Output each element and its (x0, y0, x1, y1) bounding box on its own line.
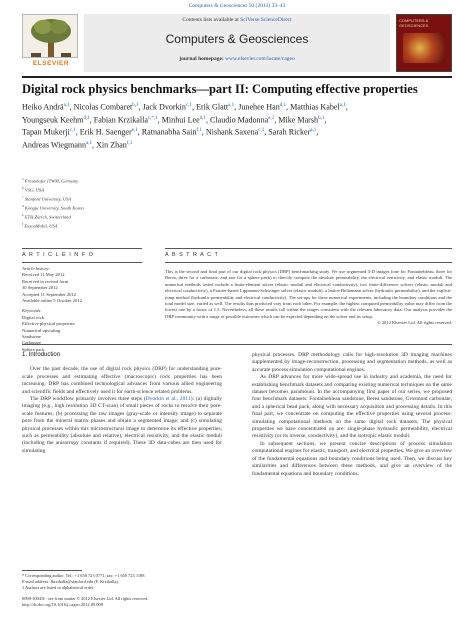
affiliation-marker[interactable]: f,1 (196, 128, 202, 134)
affiliation-marker[interactable]: c,1 (258, 128, 265, 134)
page-footer (22, 596, 222, 608)
elsevier-logo (22, 14, 80, 72)
body-column-right (252, 352, 452, 478)
contents-line: Contents lists available at SciVerse ScienceDirect (182, 17, 292, 23)
author-name: Youngseuk Keehm (22, 115, 84, 125)
affiliation-marker[interactable]: c,1 (69, 128, 76, 134)
divider (22, 262, 142, 263)
affiliation (22, 194, 452, 203)
affiliation-marker: d (22, 203, 24, 208)
affiliation-marker[interactable]: d,1 (83, 115, 90, 121)
affiliation-marker[interactable]: b,1 (132, 103, 139, 108)
footnote: 1 Authors are listed in alphabetical order. (22, 585, 95, 590)
author-list (22, 100, 452, 151)
affiliations (22, 176, 452, 230)
author-name: , Sarah Ricker (264, 128, 311, 138)
history-date: Accepted 11 September 2012 (22, 291, 77, 297)
affiliation-text: Stanford University, USA (23, 196, 72, 202)
divider (22, 248, 142, 249)
paragraph: physical processes. DRP methodology calls for high-resolution 3D imaging machines supplemented by image-reconstruction, processing and segmentation methods, as well as accurate process simulation computational engines. (252, 352, 452, 373)
elsevier-wordmark: ELSEVIER (32, 60, 70, 67)
affiliation-text: Fraunhofer ITWM, Germany (23, 178, 79, 184)
journal-header (22, 14, 452, 72)
affiliation-marker: e (22, 212, 24, 217)
paragraph: In subsequent sections, we present concise descriptions of process simulation computational engines for elastic, transport, and electrical properties. We give an overview of the fundamental equations and boundary conditions being used. Then, we discuss key similarities and differences between these methods, and give an overview of the fundamental equations and boundary conditions. (252, 440, 452, 477)
author-name: Andreas Wiegmann (22, 140, 87, 150)
affiliation-text: VSG, USA (23, 187, 45, 193)
author-name: , Erik Glatt (191, 102, 229, 112)
history-date: Received in revised form (22, 278, 69, 284)
abstract (165, 269, 452, 327)
paragraph: The DRP workflow primarily involves three steps (Dvorkin et al., 2011): (a) digitally imaging (e.g., high resolution 3D CT-scan) of small pieces of rocks to resolve their pore-scale features; (b) processing the raw images (gray-scale or intensity image) to separate pore from the mineral matrix phases and obtain a segmented image; and (c) simulating physical processes within this microstructural image to determine its effective properties, such as permeability (absolute and relative), electrical resistivity, and the elastic moduli (including the anisotropy constants if required). These 3D data-cubes are then used for simulating (22, 396, 223, 454)
affiliation-marker[interactable]: d,1 (199, 115, 206, 121)
divider (22, 344, 452, 345)
author-name: Heiko Andrä (22, 102, 64, 112)
keyword: Numerical upscaling (22, 327, 61, 333)
author-name: , Jack Dvorkin (138, 102, 186, 112)
author-name: , Erik H. Saenger (75, 128, 132, 138)
footnote-rule (22, 570, 82, 571)
author-name: , Claudio Madonna (205, 115, 269, 125)
author-name: , Junehee Han (234, 102, 280, 112)
author-name: , Mike Marsh (274, 115, 319, 125)
copyright: © 2012 Elsevier Ltd. All rights reserved. (377, 320, 452, 326)
affiliation (22, 176, 452, 185)
affiliation (22, 203, 452, 212)
author-name: , Xin Zhan (92, 140, 127, 150)
separator: , (345, 102, 348, 112)
citation-link[interactable]: Dvorkin et al., 2011 (145, 396, 191, 403)
affiliation-marker: f (22, 221, 24, 226)
body-column-left (22, 352, 222, 455)
masthead (84, 14, 390, 72)
affiliation-marker[interactable]: c,*,1 (147, 115, 158, 121)
keyword: Effective physical properties (22, 321, 75, 327)
homepage-link[interactable]: www.elsevier.com/locate/cageo (225, 56, 295, 62)
cover-title: COMPUTERS & GEOSCIENCES (399, 18, 429, 28)
article-title: Digital rock physics benchmarks—part II: Computing effective properties (22, 82, 418, 96)
keyword: Sphere pack (22, 346, 45, 352)
divider (165, 248, 452, 249)
affiliation (22, 212, 452, 221)
affiliation-marker[interactable]: a,1 (310, 128, 317, 134)
sciencedirect-link[interactable]: SciVerse ScienceDirect (240, 17, 292, 23)
affiliation-marker[interactable]: c,1 (185, 103, 192, 108)
affiliation-marker: c (22, 194, 24, 199)
divider (165, 262, 452, 263)
affiliation-marker[interactable]: b,1 (318, 115, 325, 121)
abstract-heading: A B S T R A C T (165, 252, 219, 258)
footnote: * Corresponding author. Tel.: +1 650 723 0771; fax: +1 650 723 1188. (22, 573, 146, 578)
affiliation-marker[interactable]: a,1 (63, 103, 70, 108)
affiliation-marker: a (22, 177, 24, 181)
keywords-label: Keywords: (22, 308, 42, 314)
elsevier-tree-icon (22, 14, 78, 58)
doi-link[interactable]: http://dx.doi.org/10.1016/j.cageo.2012.09.008 (22, 602, 103, 607)
affiliation-text: ETH Zürich, Switzerland (23, 214, 71, 220)
author-name: , Minhui Lee (157, 115, 200, 125)
affiliation-marker[interactable]: a,1 (339, 103, 346, 108)
affiliation-marker: b (22, 185, 24, 190)
author-name: , Matthias Kabel (286, 102, 340, 112)
affiliation (22, 221, 452, 230)
article-info-heading: A R T I C L E I N F O (22, 252, 94, 258)
affiliation-marker[interactable]: e,1 (268, 115, 275, 121)
affiliation-text: Kongju University, South Korea (23, 205, 84, 211)
paragraph: As DRP advances for more wide-spread use in industry and academia, the need for establishing benchmark datasets and comparing existing numerical techniques on the same dataset becomes paramount. In the accompanying first paper of our series, we proposed four benchmark datasets: Fontainebleau sandstone, Berea sandstone, Grosmont carbonate, and a spherical bead pack, along with necessary acquisition and processing details. In this final part, we concentrate on computing the effective properties using several process-simulating computational methods on the same digital rock datasets. The physical properties we have concentrated on are: single-phase hydraulic permeability, electrical resistivity (or its inverse, conductivity), and the isotropic elastic moduli. (252, 374, 452, 440)
keyword: Carbonate (22, 340, 41, 346)
affiliation-marker[interactable]: a,1 (228, 103, 235, 108)
article-info (22, 266, 142, 353)
affiliation-marker[interactable]: f,1 (126, 141, 133, 147)
author-name: , Ratnanabha Sain (137, 128, 197, 138)
abstract-text: This is the second and final part of our digital rock physics (DRP) benchmarking study. We use segmented 3-D images (one for Fontainebleau, three for Berea, three for a carbonate, and one for a sphere pack) to directly compute the absolute permeability, the electrical resistivity, and elastic moduli. The numerical methods tested include a finite-element solver (elastic moduli and electrical conductivity), two finite-difference solvers (elastic moduli and electrical conductivity), a Fourier-based Lippmann-Schwinger solver (elastic moduli), a lattice-Boltzmann solver (hydraulic permeability), and the explicit-jump method (hydraulic permeability and electrical conductivity). The set-ups for these numerical experiments, including the boundary conditions and the total model size, varied as well. The results thus produced vary from each other. For example, the highest computed permeability value may differ from the lowest one by a factor of 1.5. Nevertheless, all these results fall within the ranges consistent with the relevant laboratory data. Our analysis provides the DRP community with a range of possible outcomes which can be expected depending on the solver and its setup. (165, 269, 452, 319)
journal-reference[interactable]: Computers & Geosciences 50 (2013) 33–43 (188, 3, 286, 9)
history-date: Available online 5 October 2012 (22, 298, 82, 304)
issn-line: 0098-3004/$ - see front matter © 2012 Elsevier Ltd. All rights reserved. (22, 596, 149, 601)
journal-cover-image (396, 14, 452, 72)
separator: , (324, 115, 327, 125)
history-date: Received 11 May 2012 (22, 272, 65, 278)
keyword: Digital rock (22, 314, 45, 320)
affiliation-text: ExxonMobil, USA (23, 223, 58, 229)
header-rule (22, 76, 452, 78)
author-name: Tapan Mukerji (22, 128, 70, 138)
cover-artwork (403, 33, 445, 63)
affiliation (22, 185, 452, 194)
section-heading: 1. Introduction (22, 352, 61, 358)
affiliation-marker[interactable]: e,1 (131, 128, 138, 134)
separator: , (316, 128, 319, 138)
keyword: Sandstone (22, 334, 41, 340)
journal-homepage: journal homepage: www.elsevier.com/locate/cageo (179, 56, 295, 62)
affiliation-marker[interactable]: d,1 (279, 103, 287, 108)
paragraph: Over the past decade, the use of digital rock physics (DRP) for understanding pore-scale processes and estimating effective (macroscopic) rock properties has been increasing. DRP has combined technological advances from various allied engineering and scientific fields and effectively used it for earth-science related problems. (22, 366, 222, 395)
history-date: 30 September 2012 (22, 285, 58, 291)
footnote[interactable]: E-mail address: fkrzikalla@stanford.edu (F. Krzikalla). (22, 579, 119, 584)
author-name: , Nicolas Combaret (69, 102, 133, 112)
author-name: , Fabian Krzikalla (89, 115, 148, 125)
footnotes (22, 573, 222, 591)
history-label: Article history: (22, 266, 50, 271)
author-name: , Nishank Saxena (201, 128, 259, 138)
journal-title: Computers & Geosciences (165, 32, 309, 46)
affiliation-marker[interactable]: a,1 (86, 141, 93, 147)
